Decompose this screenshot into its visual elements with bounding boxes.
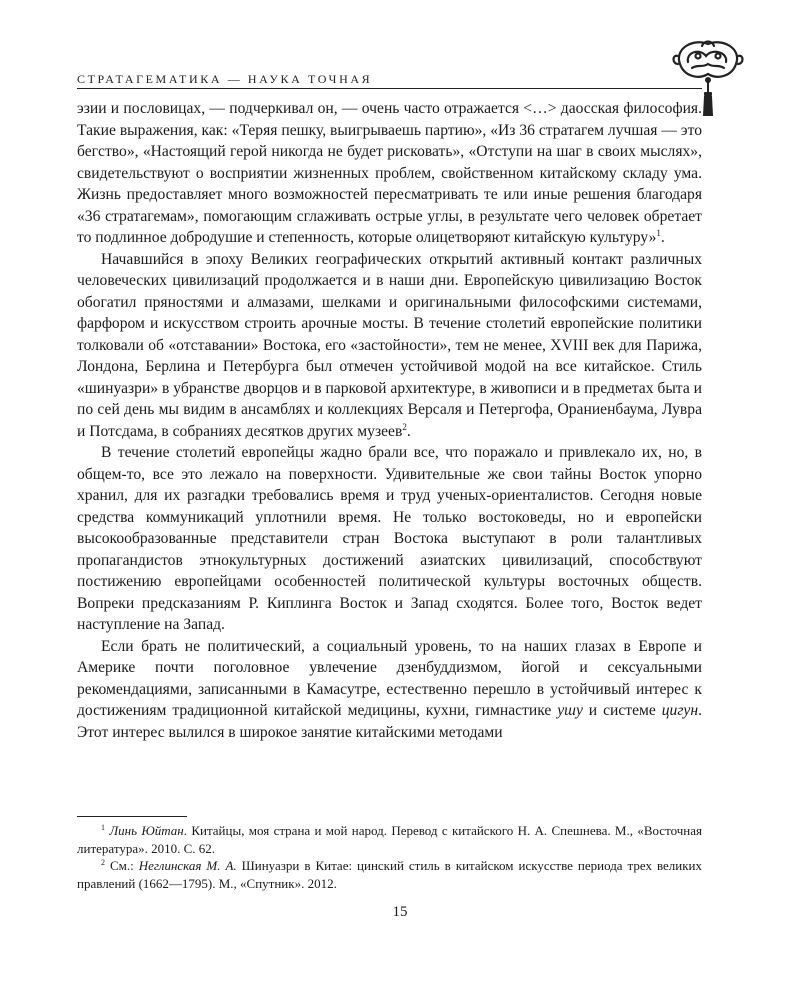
paragraph-continued: эзии и пословицах, — подчеркивал он, — очень часто отражается <…> даосская философия. Такие выражения, как: «Теряя пешку, выигрываешь партию», «Из 36 стратагем лучшая — это бегство», «Настоящий герой никогда не будет рисковать», «Отступи на шаг в своих мыслях», свидетельствуют о восприятии жизненных проблем, свойственном китайскому складу ума. Жизнь предоставляет много возможностей пересматривать те или иные решения благодаря «36 стратагемам», помогающим сглаживать острые углы, в результате чего человек обретает то подлинное добродушие и степенность, которые олицетворяют китайскую культуру»$^1$. bbox=[77, 100, 702, 246]
page-number: 15 bbox=[392, 904, 408, 920]
footnote-author: Линь Юйтан bbox=[109, 823, 184, 838]
body-text bbox=[77, 98, 702, 743]
paragraph: В течение столетий европейцы жадно брали все, что поражало и привлекало их, но, в общем-то, все это лежало на поверхности. Удивительные же свои тайны Восток упорно хранил, для их разгадки требовались время и труд ученых-ориенталистов. Сегодня новые средства коммуникаций уплотнили время. Не только востоковеды, но и европейски высокообразованные представители стран Востока выступают в роли талантливых пропагандистов этнокультурных достижений азиатских цивилизаций, способствуют постижению европейцами особенностей политической культуры восточных обществ. Вопреки предсказаниям Р. Киплинга Восток и Запад сходятся. Более того, Восток ведет наступление на Запад. bbox=[77, 444, 702, 633]
header-rule bbox=[77, 88, 702, 89]
footnote-ref: 2 bbox=[402, 421, 407, 432]
paragraph bbox=[77, 636, 702, 744]
paragraph-text: эзии и пословицах, — подчеркивал он, — очень часто отражается <…> даосская философия. Такие выражения, как: «Теряя пешку, выигрываешь партию», «Из 36 стратагем лучшая — это бегство», «Настоящий герой никогда не будет рисковать», «Отступи на шаг в своих мыслях», свидетельствуют о восприятии жизненных проблем, свойственном китайскому складу ума. Жизнь предоставляет много возможностей пересматривать те или иные решения благодаря «36 стратагемам», помогающим сглаживать острые углы, в результате чего человек обретает то подлинное добродушие и степенность, которые олицетворяют китайскую культуру» bbox=[77, 100, 702, 246]
footnote-text: . Китайцы, моя страна и мой народ. Перевод с китайского Н. А. Спешнева. М., «Восточная литература». 2010. С. 62. bbox=[77, 823, 702, 856]
footnote-prefix: См.: bbox=[109, 858, 139, 873]
paragraph-text: Начавшийся в эпоху Великих географических открытий активный контакт различных человеческих цивилизаций продолжается и в наши дни. Европейскую цивилизацию Восток обогатил пряностями и алмазами, шелками и оригинальными философскими системами, фарфором и искусством строить арочные мосты. В течение столетий европейские политики толковали об «отставании» Востока, его «застойности», тем не менее, XVIII век для Парижа, Лондона, Берлина и Петербурга был отмечен устойчивой модой на все китайское. Стиль «шинуазри» в убранстве дворцов и в парковой архитектуре, в живописи и в предметах быта и по сей день мы видим в ансамблях и коллекциях Версаля и Петергофа, Ораниенбаума, Лувра и Потсдама, в собраниях десятков других музеев bbox=[77, 250, 702, 440]
paragraph-text: . Этот интерес вылился в широкое занятие китайскими методами bbox=[77, 702, 702, 741]
footnote bbox=[77, 822, 702, 857]
paragraph-text: и системе bbox=[582, 702, 662, 719]
footnote-number: 2 bbox=[101, 858, 105, 867]
term-italic: ушу bbox=[557, 702, 583, 719]
footnote-text: Шинуазри в Китае: цинский стиль в китайском искусстве периода трех великих правлений (1662—1795). М., «Спутник». 2012. bbox=[77, 858, 703, 891]
footnote-rule bbox=[77, 816, 187, 817]
running-head: СТРАТАГЕМАТИКА — НАУКА ТОЧНАЯ bbox=[77, 72, 373, 86]
footnote-number: 1 bbox=[101, 823, 105, 832]
footnote bbox=[77, 857, 702, 892]
footnote-author: Неглинская М. А. bbox=[138, 858, 237, 873]
paragraph-text: Если брать не политический, а социальный уровень, то на наших глазах в Европе и Америке почти поголовное увлечение дзенбуддизмом, йогой и сексуальными рекомендациями, записанными в Камасутре, естественно перешло в устойчивый интерес к достижениям традиционной китайской медицины, кухни, гимнастике bbox=[77, 637, 702, 719]
footnotes bbox=[77, 822, 702, 892]
term-italic: цигун bbox=[661, 702, 699, 719]
footnote-ref: 1 bbox=[656, 228, 661, 238]
paragraph: Начавшийся в эпоху Великих географических открытий активный контакт различных человеческих цивилизаций продолжается и в наши дни. Европейскую цивилизацию Восток обогатил пряностями и алмазами, шелками и оригинальными философскими системами, фарфором и искусством строить арочные мосты. В течение столетий европейские политики толковали об «отставании» Востока, его «застойности», тем не менее, XVIII век для Парижа, Лондона, Берлина и Петербурга был отмечен устойчивой модой на все китайское. Стиль «шинуазри» в убранстве дворцов и в парковой архитектуре, в живописи и в предметах быта и по сей день мы видим в ансамблях и коллекциях Версаля и Петергофа, Ораниенбаума, Лувра и Потсдама, в собраниях десятков других музеев$^2$. bbox=[77, 250, 702, 440]
